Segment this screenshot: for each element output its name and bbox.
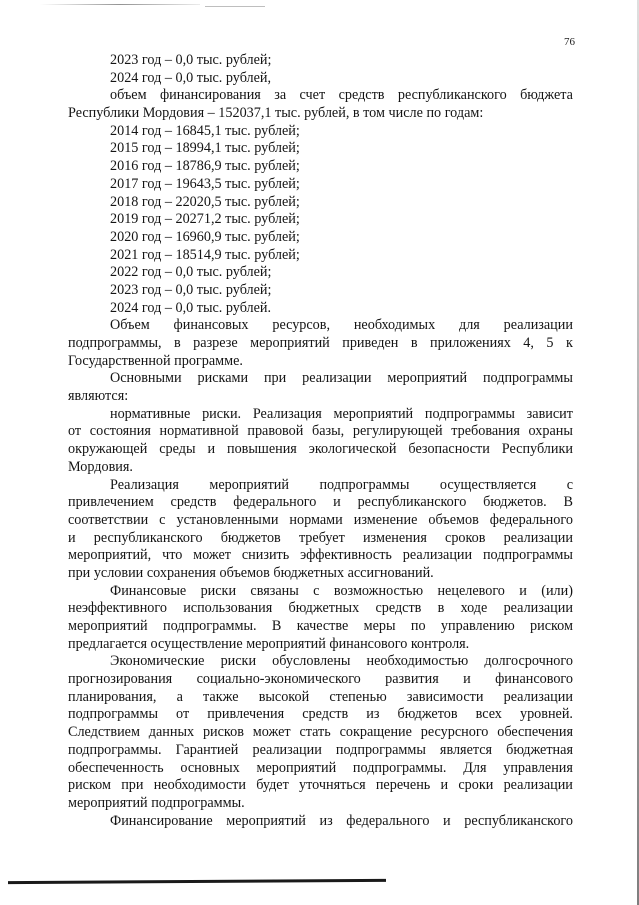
text-word: Реализация [252,405,322,422]
text-word: и [519,582,527,599]
text-word: данных [148,724,195,741]
text-word: бюджетов [397,706,458,723]
text-word: средств [302,706,349,723]
text-word: при [263,370,287,387]
text-word: реализации [503,688,573,705]
text-line [68,724,573,742]
text-word: необходимости [153,777,246,794]
text-word: сроков [445,529,486,546]
text-word: использования [183,600,273,617]
text-line [68,477,573,495]
text-word: стать [299,724,331,741]
text-word: 2016 год – 18786,9 тыс. рублей; [110,158,300,175]
text-word: изменения [362,529,427,546]
text-word: 2015 год – 18994,1 тыс. рублей; [110,140,300,157]
text-line [68,600,573,618]
text-word: ходе [460,600,488,617]
text-line [68,706,573,724]
text-word: реализации [503,317,573,334]
text-word: за [274,87,287,104]
text-word: ресурсного [420,724,489,741]
text-line [68,813,573,831]
scan-artifact-top [40,4,200,5]
text-line [68,494,573,512]
text-word: экологической [308,441,397,458]
text-word: Следствием [68,724,140,741]
text-line [68,441,573,459]
text-word: 2018 год – 22020,5 тыс. рублей; [110,193,300,210]
document-body [68,52,573,830]
text-word: 4, [523,335,534,351]
text-word: реализации [402,547,473,564]
text-line [68,742,573,760]
text-line [68,264,573,282]
text-word: прогнозирования [68,671,173,688]
text-word: мероприятий [209,476,289,493]
text-line [68,194,573,212]
text-word: повышения [226,441,297,458]
text-word: 2023 год – 0,0 тыс. рублей; [110,52,272,68]
text-line [68,105,573,123]
text-word: требует [298,529,345,546]
text-word: финансирования [159,87,261,104]
text-word: качестве [296,618,349,634]
text-word: реализации [503,600,573,617]
text-word: нормативной [159,423,239,440]
text-word: риски [200,582,237,599]
text-word: республиканского [93,529,203,546]
text-line [68,671,573,689]
text-word: неэффективного [68,600,167,617]
text-word: мероприятий [226,812,306,829]
text-word: предлагается осуществление мероприятий финансового контроля. [68,635,470,652]
text-word: от [68,423,82,440]
text-word: развития [385,671,439,688]
text-word: мероприятий [256,759,337,776]
text-line [68,795,573,813]
text-word: состояния [89,423,151,440]
text-word: привлечения [207,706,285,723]
text-word: Финансирование [110,812,213,829]
text-word: республиканского [357,494,467,511]
text-word: финансовых [173,317,249,334]
text-line [68,176,573,194]
text-word: обеспеченность [68,759,164,776]
text-word: мероприятий, [68,547,152,564]
text-word: Объем [110,317,150,334]
text-word: Республики Мордовия – 152037,1 тыс. рублей, в том числе по годам: [68,105,484,122]
text-word: снизить [241,547,290,564]
text-word: уровней. [519,706,573,723]
text-word: требования [451,423,520,440]
text-line [68,300,573,318]
text-word: федерального [489,511,573,528]
text-word: средств [338,87,385,104]
text-word: 2023 год – 0,0 тыс. рублей; [110,281,272,298]
text-word: приведен [342,335,399,351]
text-word: рисков [202,724,244,741]
text-word: реализации [503,777,573,794]
text-word: может [193,547,232,564]
text-word: риском [530,618,573,634]
text-word: подпрограммы [482,547,573,564]
text-word: и [333,494,341,511]
text-line [68,87,573,105]
text-word: мероприятий [387,370,468,387]
text-word: и [207,441,216,458]
text-word: федерального [346,812,430,829]
text-word: подпрограммы. [163,618,257,634]
text-word: планирования, [68,688,157,705]
text-word: счет [299,87,326,104]
text-word: Гарантией [175,741,239,758]
text-word: в [437,600,445,617]
text-word: Экономические [110,653,205,670]
text-word: средств [170,494,217,511]
text-word: обеспечения [497,724,573,741]
text-word: риски. [202,405,242,422]
text-line [68,70,573,88]
text-word: охраны [528,423,573,440]
text-word: подпрограммы, [68,335,162,351]
text-word: что [162,547,183,564]
scan-artifact-top-2 [205,6,265,7]
text-word: 5 [546,335,554,351]
text-word: долгосрочного [484,653,573,670]
text-word: Мордовия. [68,458,133,475]
text-word: из [319,812,333,829]
text-word: возможностью [333,582,424,599]
text-word: Реализация [110,476,179,493]
text-word: нормативные [110,405,191,422]
text-word: 2022 год – 0,0 тыс. рублей; [110,264,272,281]
text-word: мероприятий [250,335,330,351]
text-word: рисками [197,370,249,387]
text-word: приложениях [430,335,511,351]
text-word: безопасности [408,441,490,458]
text-word: реализации [252,741,322,758]
text-word: реализации [302,370,372,387]
text-line [68,123,573,141]
text-word: подпрограммы [335,741,426,758]
text-word: нецелевого [437,582,505,599]
text-word: регулирующей [352,423,443,440]
text-word: зависимости [406,688,484,705]
text-line [68,140,573,158]
text-line [68,530,573,548]
text-word: мероприятий подпрограммы. [68,794,245,811]
text-word: бюджетная [506,741,573,758]
text-word: степенью [329,688,387,705]
text-word: подпрограммы [482,370,573,387]
text-word: окружающей [68,441,148,458]
text-word: всех [475,706,502,723]
text-word: В [563,494,573,511]
text-word: и [440,777,449,794]
text-word: обусловлены [272,653,351,670]
text-word: риском [68,777,111,794]
text-word: Государственной программе. [68,352,243,369]
text-word: подпрограммы [68,706,158,723]
text-word: связаны [250,582,299,599]
text-word: 2021 год – 18514,9 тыс. рублей; [110,246,300,263]
text-word: Для [463,759,487,776]
text-word: с [313,582,320,599]
text-word: 2019 год – 20271,2 тыс. рублей; [110,211,300,228]
text-line [68,229,573,247]
text-word: уточняться [299,777,366,794]
text-word: разрезе [193,335,238,351]
text-line [68,158,573,176]
text-word: риски [220,653,257,670]
text-word: с [566,476,573,493]
text-line [68,370,573,388]
text-word: к [565,335,573,351]
text-word: 2024 год – 0,0 тыс. рублей, [110,69,272,86]
text-word: необходимостью [366,653,469,670]
text-word: среды [159,441,196,458]
text-line [68,636,573,654]
text-line [68,317,573,335]
text-word: объемов [428,511,479,528]
scan-artifact-bottom-bar [8,879,386,884]
text-line [68,335,573,353]
text-word: правовой [247,423,304,440]
text-word: сокращение [339,724,412,741]
text-line [68,583,573,601]
text-word: средств [375,600,422,617]
text-word: может [252,724,291,741]
text-word: подпрограммы [424,405,515,422]
text-line [68,52,573,70]
text-word: при условии сохранения объемов бюджетных ассигнований. [68,564,434,581]
text-word: основных [180,759,240,776]
text-line [68,282,573,300]
text-word: меры [363,618,396,634]
text-word: Основными [110,370,182,387]
text-word: эффективность [300,547,392,564]
text-word: от [176,706,190,723]
text-word: нормами [289,511,343,528]
text-word: подпрограммы. [68,741,162,758]
text-word: 2024 год – 0,0 тыс. рублей. [110,299,272,316]
text-word: Финансовые [110,582,187,599]
text-word: базы, [311,423,345,440]
text-word: также [203,688,239,705]
text-word: будет [256,777,289,794]
text-word: осуществляется [439,476,537,493]
text-word: соответствии [68,511,149,528]
text-word: подпрограммы. [352,759,447,776]
text-line [68,512,573,530]
text-word: В [271,618,282,634]
text-word: бюджетных [288,600,360,617]
text-word: бюджетов [220,529,281,546]
text-word: являются: [68,388,129,405]
text-word: социально-экономического [196,671,361,688]
text-word: для [458,317,480,334]
page-number: 76 [564,36,575,48]
text-word: и [68,529,76,546]
text-word: перечень [375,777,431,794]
text-word: мероприятий [68,618,148,634]
text-word: реализации [503,529,573,546]
text-line [68,689,573,707]
text-line [68,247,573,265]
text-line [68,353,573,371]
text-word: республиканского [464,812,573,829]
text-line [68,547,573,565]
text-word: бюджетов. [483,494,547,511]
text-word: ресурсов, [272,317,331,334]
text-word: привлечением [68,494,154,511]
text-line [68,211,573,229]
text-word: 2020 год – 16960,9 тыс. рублей; [110,228,300,245]
text-line [68,565,573,583]
text-word: мероприятий [333,405,414,422]
text-word: управления [503,759,573,776]
text-word: (или) [541,582,573,599]
text-word: необходимых [353,317,436,334]
text-word: а [176,688,183,705]
text-word: с [159,511,166,528]
text-line [68,618,573,636]
text-word: и [463,671,471,688]
text-word: в [410,335,418,351]
text-word: высокой [258,688,310,705]
text-word: Республики [501,441,573,458]
text-line [68,406,573,424]
text-word: изменение [353,511,418,528]
text-word: объем [110,87,147,104]
text-line [68,388,573,406]
text-word: финансового [495,671,573,688]
text-word: 2017 год – 19643,5 тыс. рублей; [110,175,300,192]
text-word: в [174,335,181,351]
text-word: федерального [233,494,317,511]
text-word: подпрограммы [319,476,410,493]
text-word: из [366,706,380,723]
text-word: сроки [458,777,494,794]
text-line [68,760,573,778]
text-word: является [439,741,493,758]
text-word: установленными [176,511,279,528]
text-line [68,653,573,671]
text-word: по [410,618,426,634]
text-line [68,423,573,441]
text-word: зависит [526,405,573,422]
text-line [68,459,573,477]
text-word: управлению [440,618,515,634]
text-word: 2014 год – 16845,1 тыс. рублей; [110,122,300,139]
text-word: и [443,812,451,829]
text-word: бюджета [520,87,573,104]
text-word: республиканского [397,87,507,104]
text-word: при [121,777,144,794]
text-line [68,777,573,795]
